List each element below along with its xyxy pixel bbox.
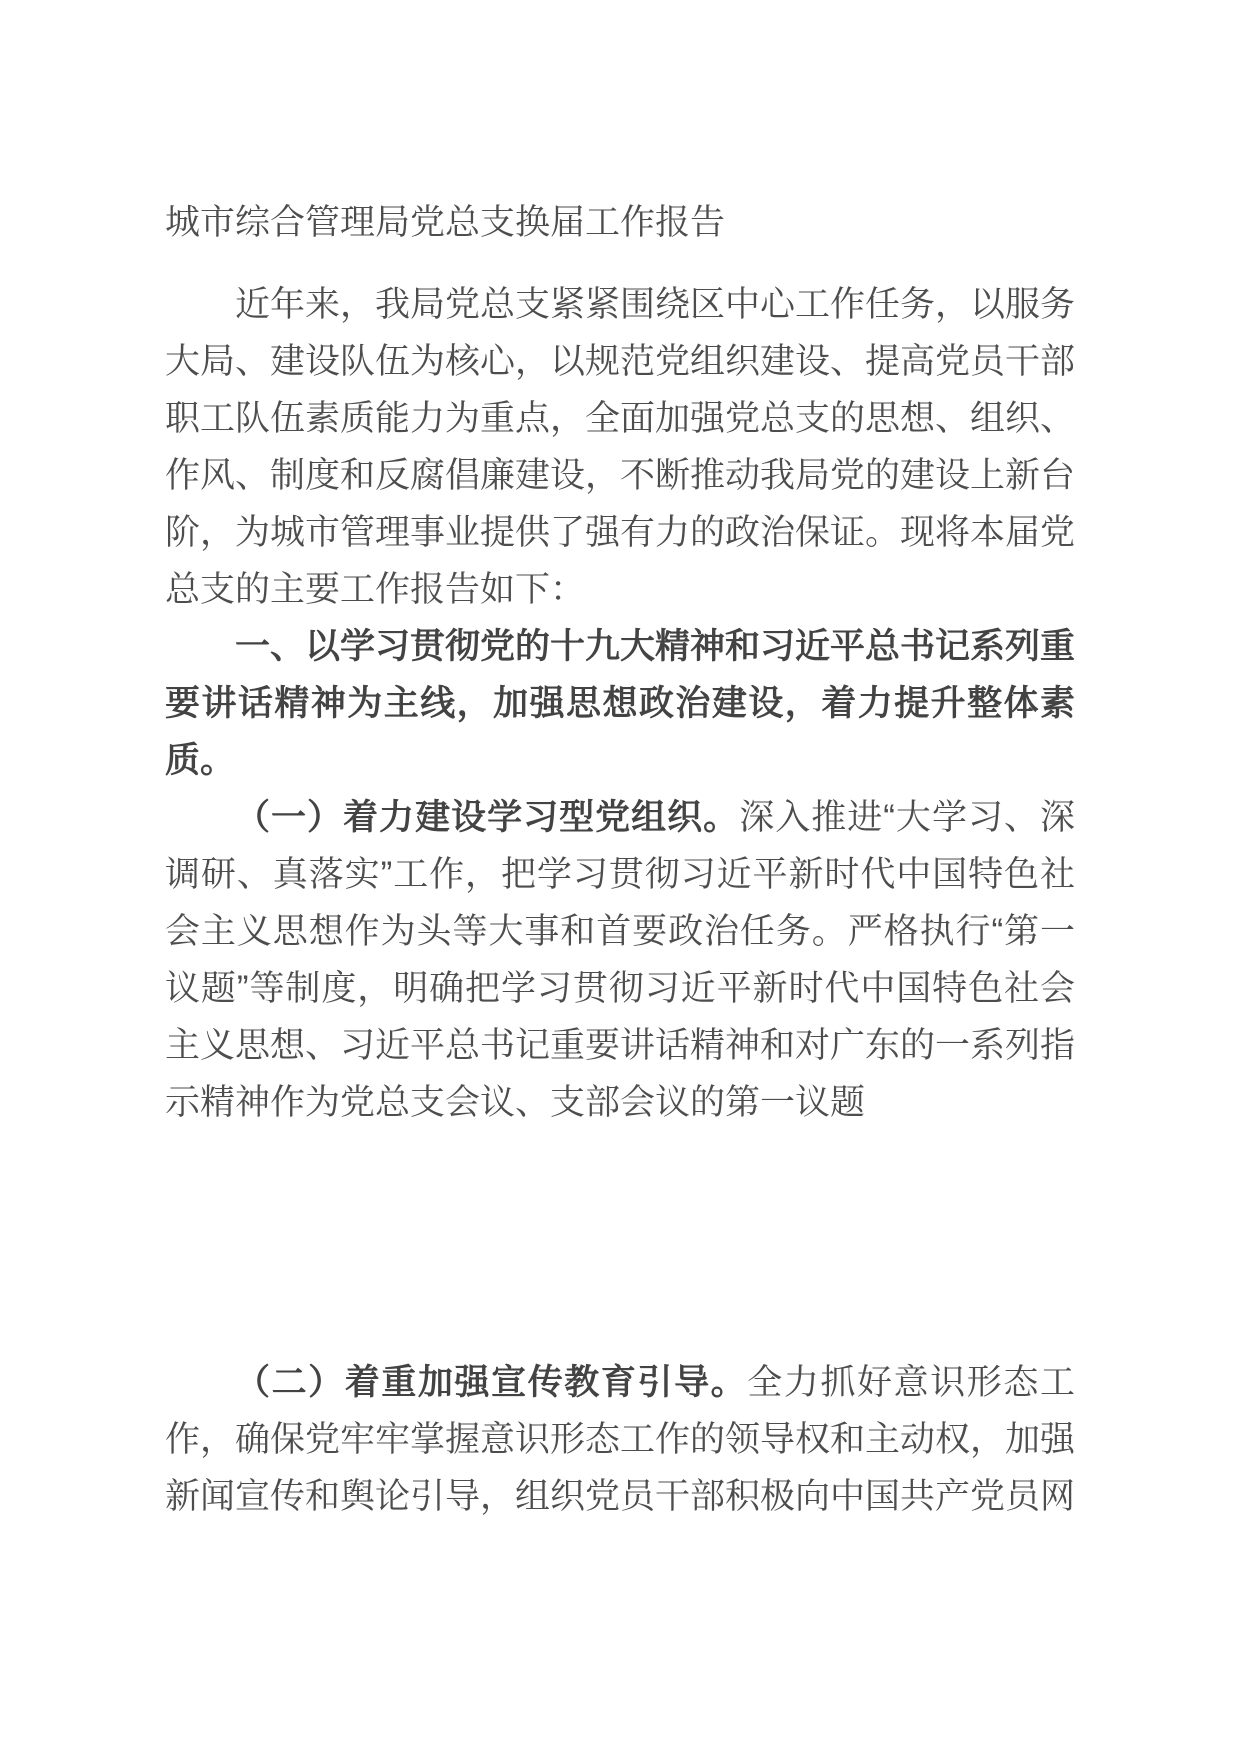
paragraph-subsection-two bbox=[165, 1354, 1075, 1525]
subsection-one-body: 深入推进“大学习、深调研、真落实”工作，把学习贯彻习近平新时代中国特色社会主义思想作为头等大事和首要政治任务。严格执行“第一议题”等制度，明确把学习贯彻习近平新时代中国特色社会主义思想、习近平总书记重要讲话精神和对广东的一系列指示精神作为党总支会议、支部会议的第一议题 bbox=[165, 798, 1076, 1122]
paragraph-intro: 近年来，我局党总支紧紧围绕区中心工作任务，以服务大局、建设队伍为核心，以规范党组织建设、提高党员干部职工队伍素质能力为重点，全面加强党总支的思想、组织、作风、制度和反腐倡廉建设，不断推动我局党的建设上新台阶，为城市管理事业提供了强有力的政治保证。现将本届党总支的主要工作报告如下： bbox=[165, 285, 1076, 609]
subsection-one-lead: （一）着力建设学习型党组织。 bbox=[235, 798, 740, 837]
section-heading-one: 一、以学习贯彻党的十九大精神和习近平总书记系列重要讲话精神为主线，加强思想政治建设，着力提升整体素质。 bbox=[165, 627, 1076, 780]
subsection-two-body: 全力抓好意识形态工作，确保党牢牢掌握意识形态工作的领导权和主动权，加强新闻宣传和舆论引导，组织党员干部积极向中国共产党员网 bbox=[165, 1363, 1076, 1516]
paragraph-subsection-one bbox=[165, 789, 1075, 1131]
subsection-two-lead: （二）着重加强宣传教育引导。 bbox=[235, 1363, 748, 1402]
document-title: 城市综合管理局党总支换届工作报告 bbox=[165, 203, 726, 242]
